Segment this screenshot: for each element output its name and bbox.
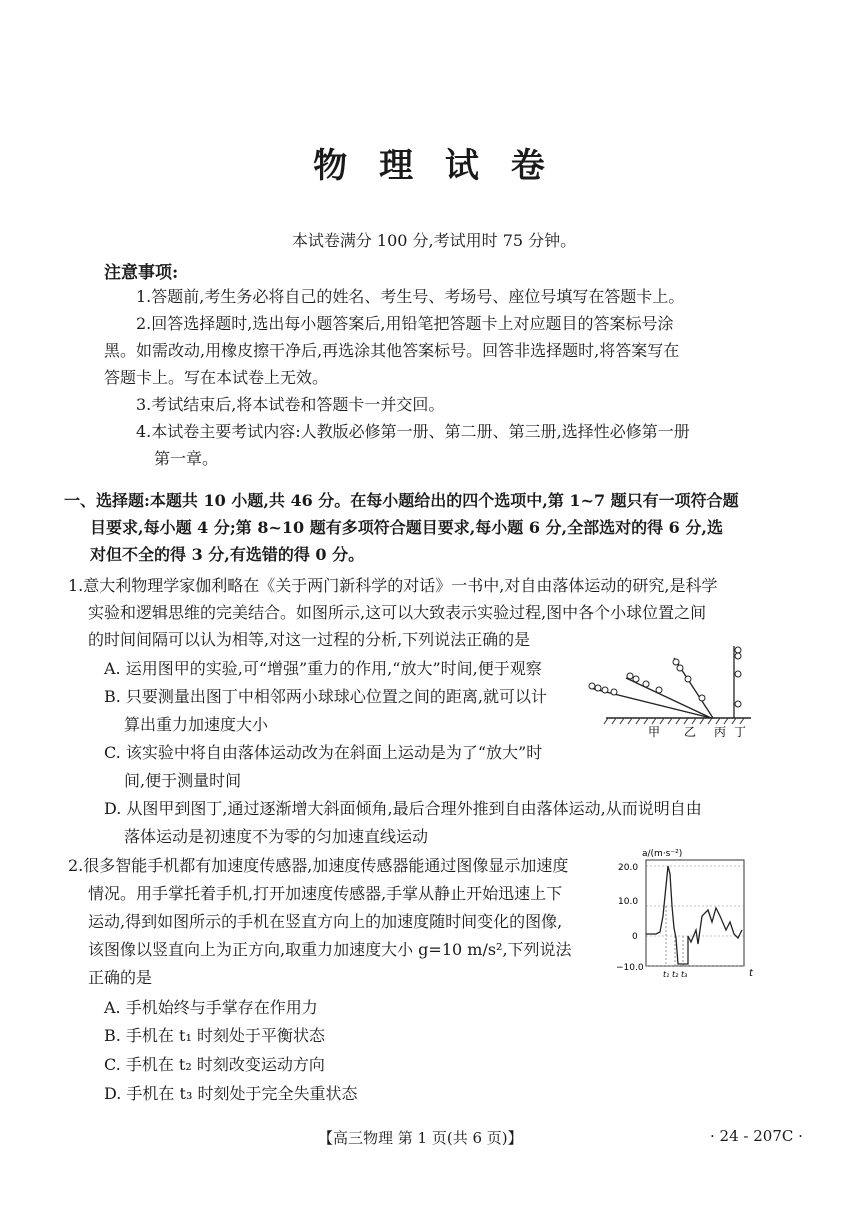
- incline-figure: [586, 640, 756, 740]
- notice-item-2-cont: 黑。如需改动,用橡皮擦干净后,再选涂其他答案标号。回答非选择题时,将答案写在: [104, 341, 680, 360]
- graph-ytick-10: 10.0: [618, 897, 639, 907]
- q2-stem-line-3: 运动,得到如图所示的手机在竖直方向上的加速度随时间变化的图像,: [88, 912, 563, 931]
- graph-xtick-t3: t₃: [681, 970, 688, 979]
- q2-option-b: B. 手机在 t₁ 时刻处于平衡状态: [104, 1026, 325, 1045]
- exam-intro: 本试卷满分 100 分,考试用时 75 分钟。: [291, 231, 577, 250]
- q1-option-c: C. 该实验中将自由落体运动改为在斜面上运动是为了“放大”时: [104, 743, 543, 762]
- q2-option-a: A. 手机始终与手掌存在作用力: [104, 998, 318, 1017]
- figure-label-jia: 甲: [648, 725, 661, 739]
- q1-stem-line-3: 的时间间隔可以认为相等,对这一过程的分析,下列说法正确的是: [88, 630, 531, 649]
- graph-xlabel: t: [749, 968, 753, 979]
- footer-page-info: 【高三物理 第 1 页(共 6 页)】: [318, 1129, 523, 1147]
- notice-item-4: 4.本试卷主要考试内容:人教版必修第一册、第二册、第三册,选择性必修第一册: [136, 422, 690, 441]
- q2-stem-line-2: 情况。用手掌托着手机,打开加速度传感器,手掌从静止开始迅速上下: [88, 884, 563, 903]
- notice-item-2: 2.回答选择题时,选出每小题答案后,用铅笔把答题卡上对应题目的答案标号涂: [136, 314, 674, 333]
- section-1-line-3: 对但不全的得 3 分,有选错的得 0 分。: [90, 545, 365, 564]
- q1-option-b: B. 只要测量出图丁中相邻两小球球心位置之间的距离,就可以计: [104, 687, 548, 706]
- q2-stem-line-4: 该图像以竖直向上为正方向,取重力加速度大小 g=10 m/s²,下列说法: [88, 940, 572, 959]
- q1-option-c-cont: 间,便于测量时间: [124, 771, 242, 790]
- q1-stem-line-2: 实验和逻辑思维的完美结合。如图所示,这可以大致表示实验过程,图中各个小球位置之间: [88, 603, 707, 622]
- q1-option-d-cont: 落体运动是初速度不为零的匀加速直线运动: [124, 827, 429, 846]
- q2-option-d: D. 手机在 t₃ 时刻处于完全失重状态: [104, 1084, 358, 1103]
- graph-ytick-neg10: −10.0: [616, 963, 644, 973]
- figure-label-ding: 丁: [734, 725, 747, 739]
- notice-item-2-cont2: 答题卡上。写在本试卷上无效。: [104, 368, 329, 387]
- graph-ytick-20: 20.0: [618, 863, 639, 873]
- q1-option-d: D. 从图甲到图丁,通过逐渐增大斜面倾角,最后合理外推到自由落体运动,从而说明自由: [104, 799, 702, 818]
- page-title: 物 理 试 卷: [313, 146, 555, 186]
- figure-label-yi: 乙: [684, 725, 697, 739]
- acceleration-graph: [616, 846, 760, 986]
- notice-item-1: 1.答题前,考生务必将自己的姓名、考生号、考场号、座位号填写在答题卡上。: [136, 287, 685, 306]
- graph-xtick-t2: t₂: [672, 970, 679, 979]
- q1-stem-line-1: 1.意大利物理学家伽利略在《关于两门新科学的对话》一书中,对自由落体运动的研究,是科学: [68, 576, 718, 595]
- graph-curve: [646, 866, 742, 964]
- q1-option-b-cont: 算出重力加速度大小: [124, 715, 269, 734]
- q2-stem-line-1: 2.很多智能手机都有加速度传感器,加速度传感器能通过图像显示加速度: [68, 856, 569, 875]
- figure-label-bing: 丙: [714, 725, 727, 739]
- notice-heading: 注意事项:: [104, 263, 179, 283]
- section-1-line-1: 一、选择题:本题共 10 小题,共 46 分。在每小题给出的四个选项中,第 1~7 题只有一项符合题: [64, 491, 739, 510]
- graph-xtick-t1: t₁: [663, 970, 670, 979]
- graph-ylabel: a/(m·s⁻²): [642, 849, 683, 859]
- q1-option-a: A. 运用图甲的实验,可“增强”重力的作用,“放大”时间,便于观察: [104, 659, 542, 678]
- section-1-line-2: 目要求,每小题 4 分;第 8~10 题有多项符合题目要求,每小题 6 分,全部选对的得 6 分,选: [90, 518, 723, 537]
- q2-option-c: C. 手机在 t₂ 时刻改变运动方向: [104, 1055, 325, 1074]
- q2-stem-line-5: 正确的是: [88, 968, 153, 987]
- notice-item-4-cont: 第一章。: [154, 449, 219, 468]
- notice-item-3: 3.考试结束后,将本试卷和答题卡一并交回。: [136, 395, 445, 414]
- footer-code: · 24 - 207C ·: [710, 1127, 803, 1145]
- graph-ytick-0: 0: [632, 932, 638, 942]
